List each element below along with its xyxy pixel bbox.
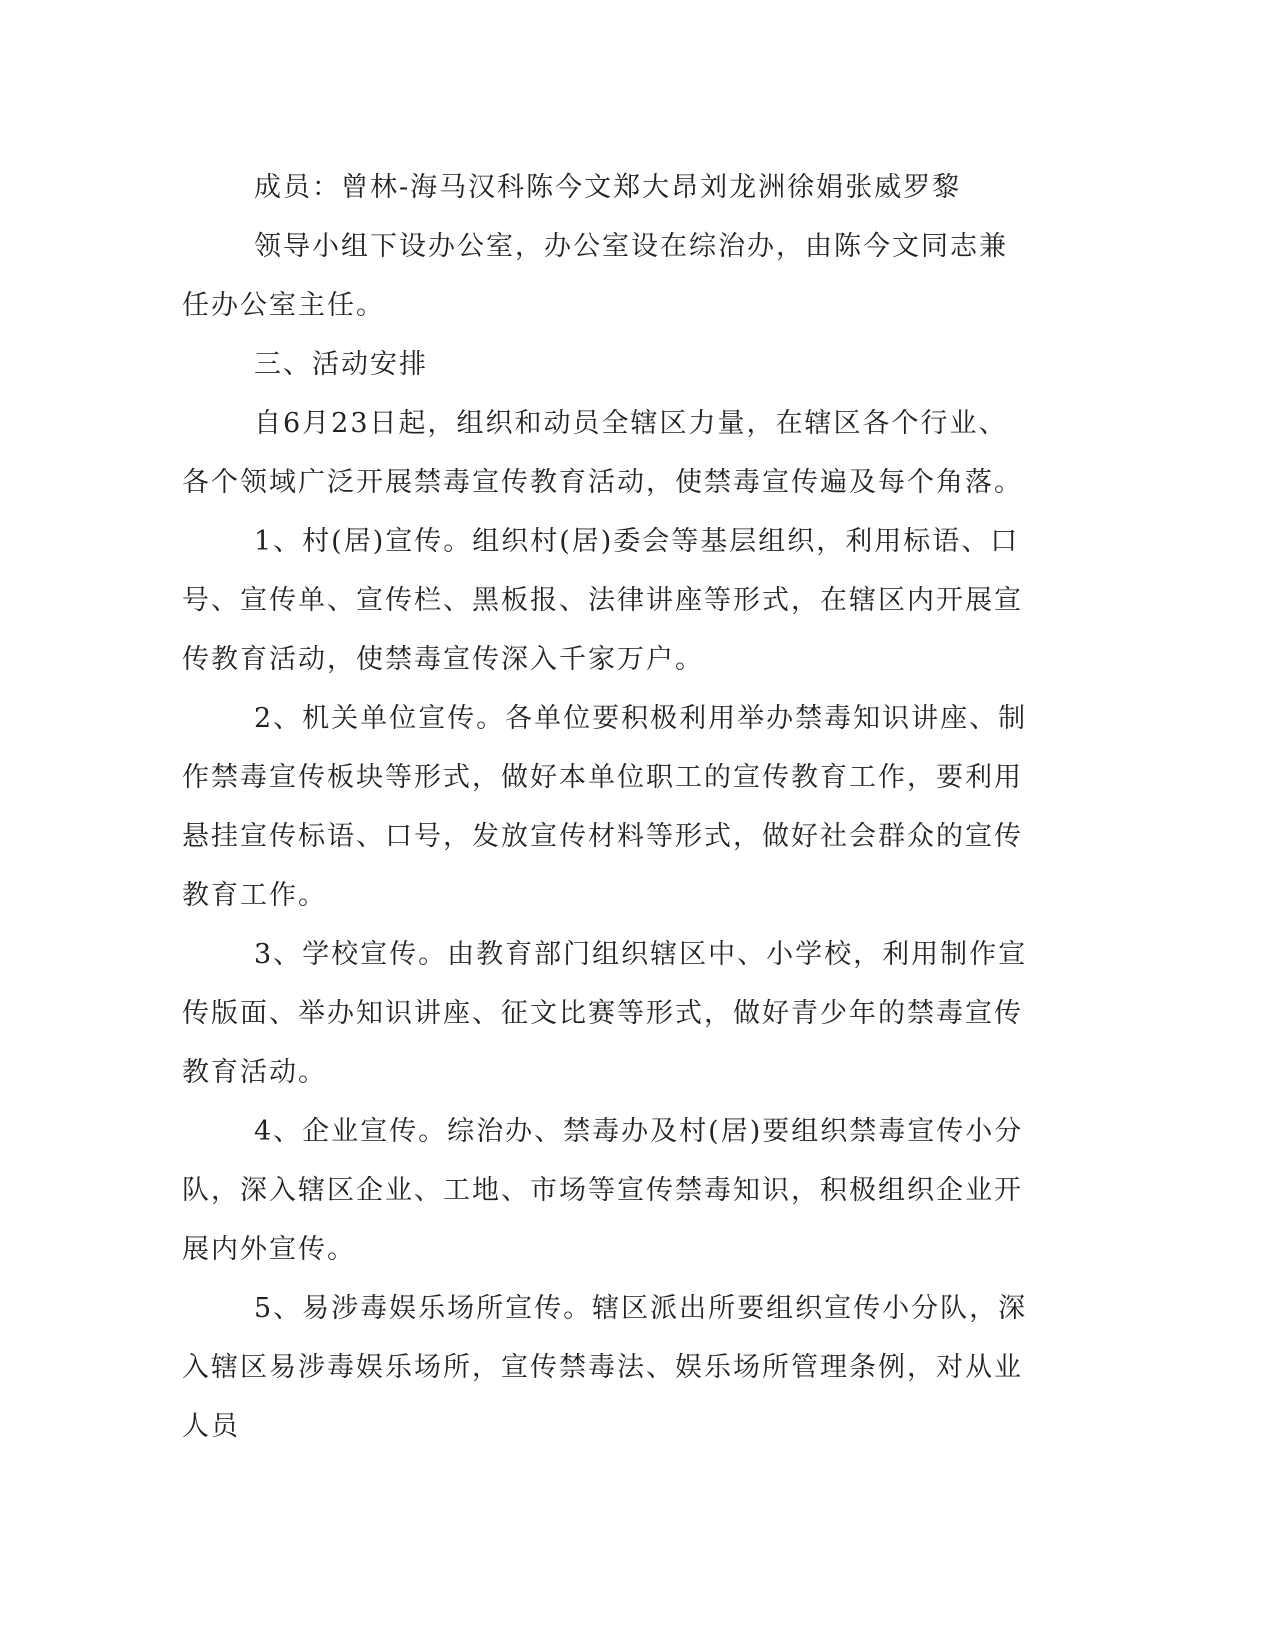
paragraph-item-2: 2、机关单位宣传。各单位要积极利用举办禁毒知识讲座、制作禁毒宣传板块等形式，做好本单位职工的宣传教育工作，要利用悬挂宣传标语、口号，发放宣传材料等形式，做好社会群众的宣传教育工作。 [182, 703, 1028, 911]
paragraph-office: 领导小组下设办公室，办公室设在综治办，由陈今文同志兼任办公室主任。 [182, 231, 1008, 321]
paragraph-item-4: 4、企业宣传。综治办、禁毒办及村(居)要组织禁毒宣传小分队，深入辖区企业、工地、市场等宣传禁毒知识，积极组织企业开展内外宣传。 [182, 1116, 1024, 1265]
paragraph-item-5: 5、易涉毒娱乐场所宣传。辖区派出所要组织宣传小分队，深入辖区易涉毒娱乐场所，宣传禁毒法、娱乐场所管理条例，对从业人员 [182, 1293, 1028, 1442]
paragraph-item-3: 3、学校宣传。由教育部门组织辖区中、小学校，利用制作宣传版面、举办知识讲座、征文比赛等形式，做好青少年的禁毒宣传教育活动。 [182, 939, 1028, 1088]
document-body [182, 158, 1032, 1456]
section-heading-activity: 三、活动安排 [254, 349, 428, 380]
paragraph-start-date: 自6月23日起，组织和动员全辖区力量，在辖区各个行业、各个领域广泛开展禁毒宣传教育活动，使禁毒宣传遍及每个角落。 [182, 408, 1023, 498]
paragraph-item-1: 1、村(居)宣传。组织村(居)委会等基层组织，利用标语、口号、宣传单、宣传栏、黑板报、法律讲座等形式，在辖区内开展宣传教育活动，使禁毒宣传深入千家万户。 [182, 526, 1023, 675]
paragraph-members: 成员：曾林-海马汉科陈今文郑大昂刘龙洲徐娟张威罗黎 [254, 172, 962, 203]
